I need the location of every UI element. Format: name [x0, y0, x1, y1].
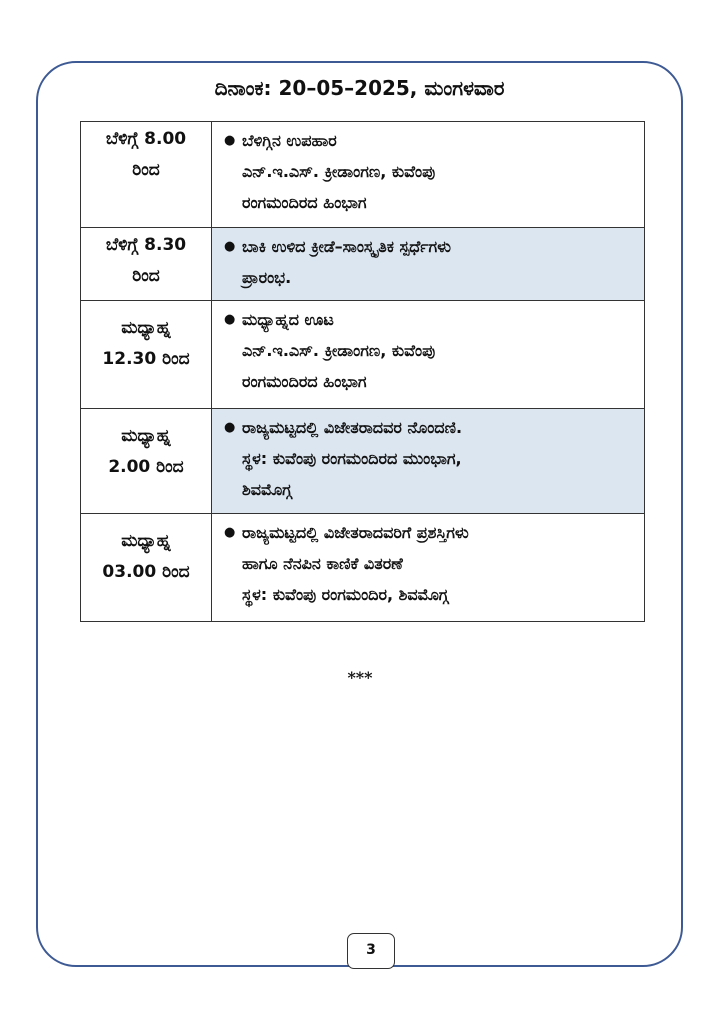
time-text: ಬೆಳಿಗ್ಗೆ 8.30 [105, 235, 187, 255]
time-cell [81, 409, 212, 514]
event-title: ● ರಾಜ್ಯಮಟ್ಟದಲ್ಲಿ ವಿಜೇತರಾದವರಿಗೆ ಪ್ರಶಸ್ತಿಗಳು [242, 517, 638, 548]
event-title: ● ರಾಜ್ಯಮಟ್ಟದಲ್ಲಿ ವಿಜೇತರಾದವರ ನೊಂದಣಿ. [242, 412, 638, 443]
event-detail: ರಂಗಮಂದಿರದ ಹಿಂಭಾಗ [242, 372, 367, 391]
table-row [81, 122, 645, 228]
time-text: ರಿಂದ [132, 160, 160, 180]
description-cell [212, 409, 645, 514]
time-text: 03.00 ರಿಂದ [102, 562, 190, 582]
event-title: ● ಬಾಕಿ ಉಳಿದ ಕ್ರೀಡೆ–ಸಾಂಸ್ಕೃತಿಕ ಸ್ಪರ್ಧೆಗಳು [242, 231, 638, 262]
table-row [81, 301, 645, 409]
section-separator: *** [347, 668, 373, 687]
table-row [81, 514, 645, 622]
event-detail: ರಂಗಮಂದಿರದ ಹಿಂಭಾಗ [242, 193, 367, 212]
event-detail: ಸ್ಥಳ: ಕುವೆಂಪು ರಂಗಮಂದಿರ, ಶಿವಮೊಗ್ಗ [242, 585, 449, 604]
time-cell [81, 301, 212, 409]
event-title: ● ಬೆಳಿಗ್ಗಿನ ಉಪಹಾರ [242, 125, 638, 156]
event-detail: ಎನ್.ಇ.ಎಸ್. ಕ್ರೀಡಾಂಗಣ, ಕುವೆಂಪು [242, 162, 436, 181]
time-cell [81, 228, 212, 301]
page-title: ದಿನಾಂಕ: 20–05–2025, ಮಂಗಳವಾರ [214, 76, 505, 100]
event-detail: ಎನ್.ಇ.ಎಸ್. ಕ್ರೀಡಾಂಗಣ, ಕುವೆಂಪು [242, 341, 436, 360]
time-text: 12.30 ರಿಂದ [102, 349, 190, 369]
schedule-table [80, 121, 645, 622]
event-title: ● ಮಧ್ಯಾಹ್ನದ ಊಟ [242, 304, 638, 335]
table-row [81, 409, 645, 514]
page-number-badge: 3 [347, 933, 395, 969]
time-text: ಬೆಳಿಗ್ಗೆ 8.00 [105, 129, 187, 149]
time-text: ಮಧ್ಯಾಹ್ನ [121, 318, 171, 338]
table-row [81, 228, 645, 301]
time-text: ಮಧ್ಯಾಹ್ನ [121, 426, 171, 446]
time-cell [81, 514, 212, 622]
time-text: 2.00 ರಿಂದ [108, 457, 184, 477]
event-detail: ಸ್ಥಳ: ಕುವೆಂಪು ರಂಗಮಂದಿರದ ಮುಂಭಾಗ, [242, 449, 462, 468]
event-detail: ಪ್ರಾರಂಭ. [242, 268, 292, 287]
description-cell [212, 122, 645, 228]
description-cell [212, 301, 645, 409]
time-cell [81, 122, 212, 228]
time-text: ರಿಂದ [132, 266, 160, 286]
description-cell [212, 228, 645, 301]
time-text: ಮಧ್ಯಾಹ್ನ [121, 531, 171, 551]
event-detail: ಶಿವಮೊಗ್ಗ [242, 480, 292, 499]
description-cell [212, 514, 645, 622]
event-detail: ಹಾಗೂ ನೆನಪಿನ ಕಾಣಿಕೆ ವಿತರಣೆ [242, 554, 403, 573]
